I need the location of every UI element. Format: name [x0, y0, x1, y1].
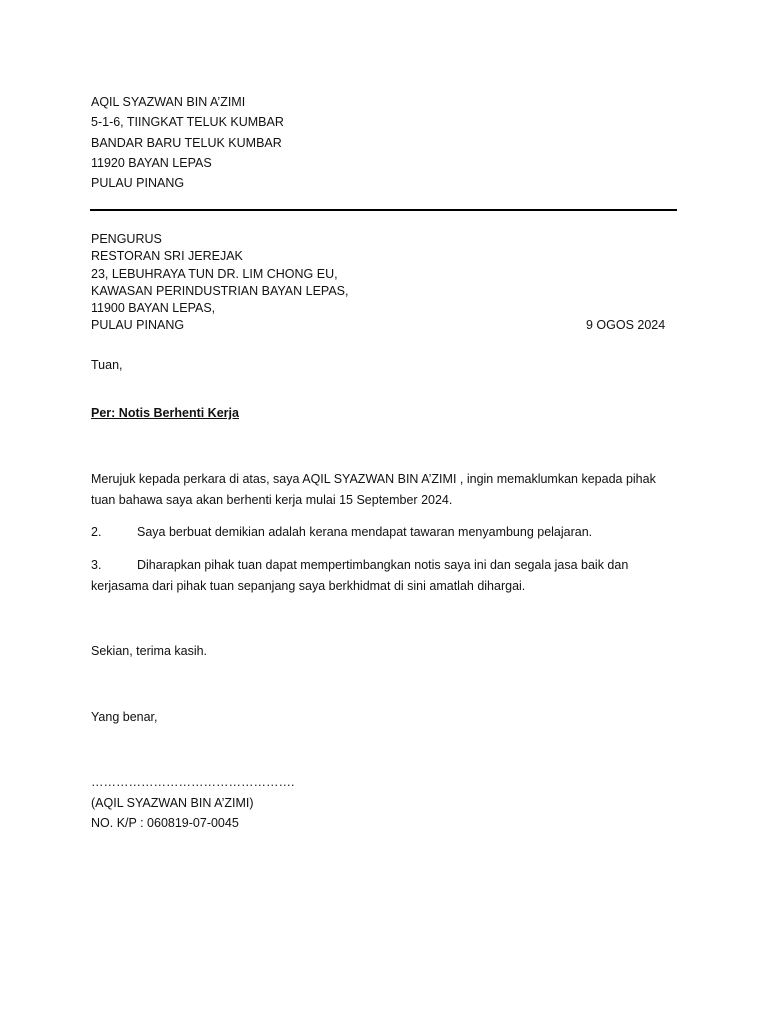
recipient-line: 11900 BAYAN LEPAS, — [91, 301, 216, 315]
header-divider — [90, 209, 677, 211]
body-paragraph-3-line-2: kerjasama dari pihak tuan sepanjang saya berkhidmat di sini amatlah dihargai. — [91, 579, 526, 593]
sender-name: AQIL SYAZWAN BIN A’ZIMI — [91, 95, 246, 109]
body-paragraph-3-line-1 — [91, 557, 628, 573]
salutation: Tuan, — [91, 358, 123, 372]
subject-line: Per: Notis Berhenti Kerja — [91, 406, 239, 420]
signoff: Yang benar, — [91, 710, 158, 724]
signature-dots: …………………………………………. — [91, 775, 295, 789]
sender-address-line: 5-1-6, TIINGKAT TELUK KUMBAR — [91, 115, 284, 129]
recipient-line: 23, LEBUHRAYA TUN DR. LIM CHONG EU, — [91, 267, 338, 281]
body-paragraph-1-line-1: Merujuk kepada perkara di atas, saya AQIL SYAZWAN BIN A’ZIMI , ingin memaklumkan kepada pihak — [91, 472, 656, 486]
recipient-line: RESTORAN SRI JEREJAK — [91, 249, 243, 263]
sender-address-line: BANDAR BARU TELUK KUMBAR — [91, 136, 282, 150]
paragraph-text: Saya berbuat demikian adalah kerana mendapat tawaran menyambung pelajaran. — [137, 525, 593, 539]
sender-address-line: PULAU PINANG — [91, 176, 185, 190]
closing-line: Sekian, terima kasih. — [91, 644, 208, 658]
letter-date: 9 OGOS 2024 — [586, 318, 666, 332]
recipient-line: PENGURUS — [91, 232, 162, 246]
paragraph-text: Diharapkan pihak tuan dapat mempertimbangkan notis saya ini dan segala jasa baik dan — [137, 558, 629, 572]
paragraph-number: 3. — [91, 558, 102, 572]
body-paragraph-2 — [91, 524, 592, 540]
sender-address-line: 11920 BAYAN LEPAS — [91, 156, 212, 170]
recipient-line: PULAU PINANG — [91, 318, 185, 332]
signatory-name: (AQIL SYAZWAN BIN A’ZIMI) — [91, 796, 254, 810]
paragraph-number: 2. — [91, 525, 102, 539]
signatory-id: NO. K/P : 060819-07-0045 — [91, 816, 239, 830]
recipient-line: KAWASAN PERINDUSTRIAN BAYAN LEPAS, — [91, 284, 349, 298]
body-paragraph-1-line-2: tuan bahawa saya akan berhenti kerja mulai 15 September 2024. — [91, 493, 453, 507]
